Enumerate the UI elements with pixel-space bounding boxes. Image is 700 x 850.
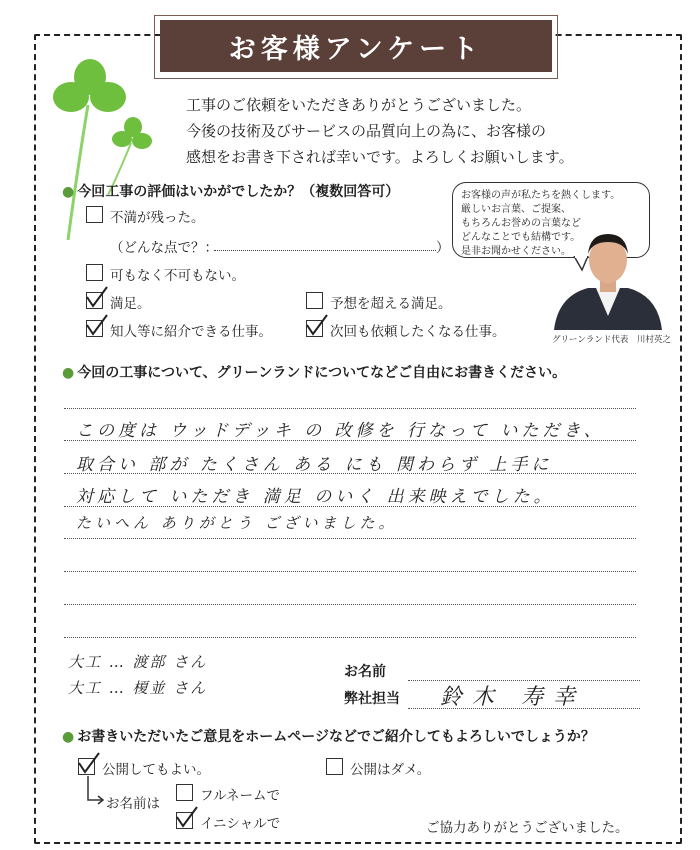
check-mark-icon — [84, 314, 108, 338]
bubble-line: どんなことでも結構です。 — [461, 232, 581, 243]
option-label: 知人等に紹介できる仕事。 — [110, 324, 272, 340]
fullname-label: フルネームで — [200, 788, 281, 804]
checkbox-recommend[interactable] — [86, 320, 103, 337]
check-mark-icon — [174, 806, 198, 830]
intro-line: 感想をお書き下されば幸いです。よろしくお願いします。 — [186, 148, 574, 166]
checkbox-dissatisfied[interactable] — [86, 206, 103, 223]
intro-line: 工事のご依頼をいただきありがとうございました。 — [186, 96, 532, 114]
checkbox-publish-ok[interactable] — [78, 758, 95, 775]
page-title: お客様アンケート — [160, 20, 552, 72]
staff-input-line — [408, 708, 640, 709]
publish-ok-label: 公開してもよい。 — [102, 762, 210, 778]
answer-line — [64, 408, 636, 409]
check-mark-icon — [76, 752, 100, 776]
detail-label: （どんな点で？： — [110, 240, 218, 256]
answer-line — [64, 637, 636, 638]
bubble-line: 是非お聞かせください。 — [461, 246, 571, 257]
checkbox-publish-ng[interactable] — [326, 758, 343, 775]
bullet-icon: ● — [62, 729, 75, 745]
detail-input-line[interactable] — [214, 250, 436, 251]
worker-1: 大工 … 渡部 さん — [68, 653, 208, 671]
checkbox-satisfied[interactable] — [86, 292, 103, 309]
initials-label: イニシャルで — [200, 816, 281, 832]
option-label: 可もなく不可もない。 — [110, 268, 245, 284]
staff-label: 弊社担当 — [344, 691, 400, 707]
checkbox-neutral[interactable] — [86, 264, 103, 281]
answer-line — [64, 571, 636, 572]
q2-heading: ● 今回の工事について、グリーンランドについてなどご自由にお書きください。 — [62, 365, 567, 381]
checkbox-initials[interactable] — [176, 812, 193, 829]
handwritten-answer-line: この度は ウッドデッキ の 改修を 行なって いただき、 — [76, 421, 605, 441]
president-caption: グリーンランド代表 川村英之 — [552, 335, 671, 345]
handwritten-answer-line: 取合い 部が たくさん ある にも 関わらず 上手に — [76, 455, 553, 475]
detail-close: ） — [436, 240, 450, 256]
arrow-icon — [86, 776, 106, 808]
intro-text — [186, 92, 656, 170]
staff-name: 鈴木 寿幸 — [440, 685, 585, 710]
bubble-line: 厳しいお言葉、ご提案、 — [461, 204, 571, 215]
option-label: 次回も依頼したくなる仕事。 — [330, 324, 506, 340]
name-format-label: お名前は — [106, 796, 160, 812]
option-label: 予想を超える満足。 — [330, 296, 452, 312]
president-photo — [552, 226, 664, 330]
q3-heading: ● お書きいただいたご意見をホームページなどでご紹介してもよろしいでしょうか？ — [62, 729, 595, 745]
checkbox-request-again[interactable] — [306, 320, 323, 337]
bubble-line: もちろんお誉めの言葉など — [461, 218, 581, 229]
handwritten-answer-line: 対応して いただき 満足 のいく 出来映えでした。 — [76, 487, 555, 507]
name-label: お名前 — [344, 664, 386, 680]
checkbox-fullname[interactable] — [176, 784, 193, 801]
handwritten-answer-line: たいへん ありがとう ございました。 — [76, 514, 398, 532]
bullet-icon: ● — [62, 184, 75, 200]
intro-line: 今後の技術及びサービスの品質向上の為に、お客様の — [186, 122, 547, 140]
footer-thanks: ご協力ありがとうございました。 — [426, 820, 629, 836]
publish-ng-label: 公開はダメ。 — [350, 762, 431, 778]
answer-line — [64, 538, 636, 539]
q1-heading: ● 今回工事の評価はいかがでしたか？（複数回答可） — [62, 184, 400, 200]
check-mark-icon — [84, 286, 108, 310]
option-label: 満足。 — [110, 296, 151, 312]
worker-2: 大工 … 榎並 さん — [68, 679, 208, 697]
option-label: 不満が残った。 — [110, 210, 205, 226]
checkbox-beyond-expectation[interactable] — [306, 292, 323, 309]
bullet-icon: ● — [62, 365, 75, 381]
bubble-line: お客様の声が私たちを熱くします。 — [461, 190, 621, 201]
check-mark-icon — [304, 314, 328, 338]
answer-line — [64, 604, 636, 605]
